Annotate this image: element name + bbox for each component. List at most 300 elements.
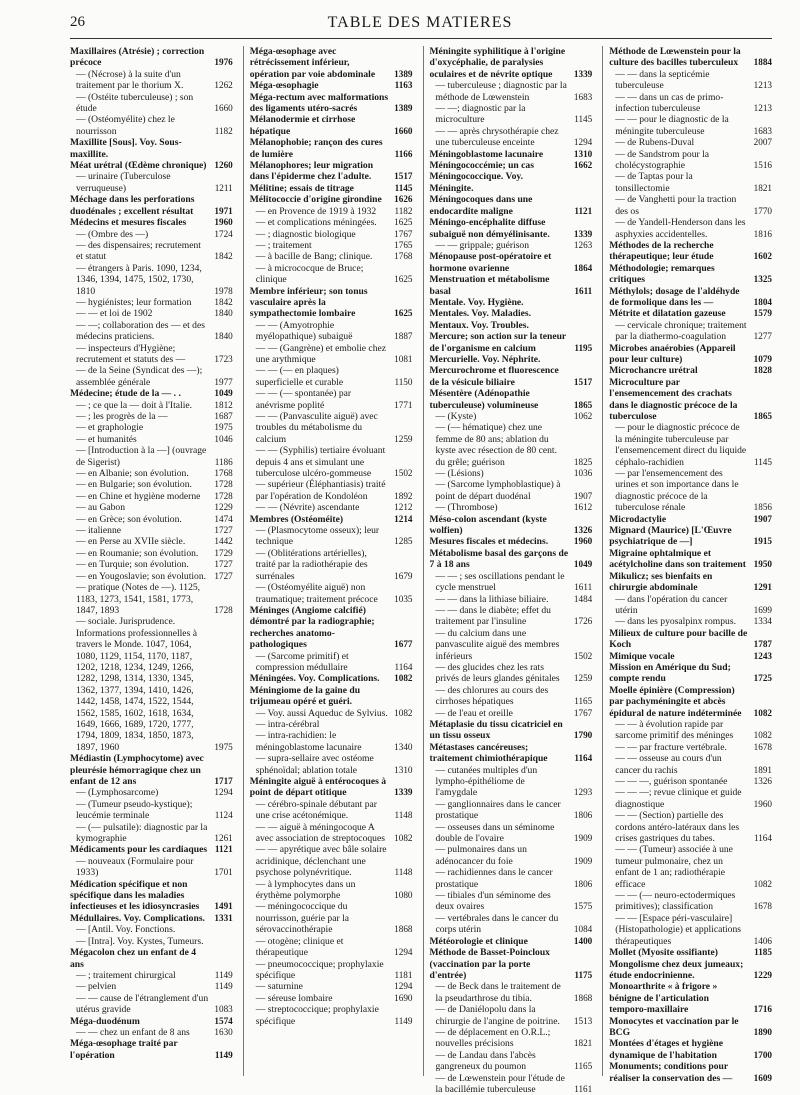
index-entry <box>250 993 413 1004</box>
entry-text: — — (— en plaques) superficielle et curable <box>255 365 344 388</box>
index-entry <box>70 970 233 981</box>
index-entry <box>430 217 593 240</box>
entry-page-number: 1690 <box>394 992 413 1003</box>
entry-page-number: 1842 <box>214 296 233 307</box>
entry-text: — streptococcique; prophylaxie spécifique <box>255 1004 379 1027</box>
index-entry <box>430 388 593 411</box>
entry-page-number: 1081 <box>394 353 413 364</box>
index-entry <box>430 1027 593 1050</box>
entry-page-number: 1082 <box>753 730 772 741</box>
entry-page-number: 1865 <box>753 411 772 421</box>
index-entry <box>250 651 413 674</box>
entry-text: — supérieur (Éléphantiasis) traité par l'opération de Kondoléon <box>255 479 386 502</box>
index-entry <box>70 913 233 924</box>
index-entry <box>609 137 772 148</box>
entry-page-number: 1975 <box>214 741 233 752</box>
entry-page-number: 1049 <box>214 388 233 399</box>
entry-page-number: 1161 <box>574 1083 593 1094</box>
entry-page-number: 1339 <box>573 228 593 239</box>
entry-page-number: 1812 <box>214 399 233 410</box>
entry-text: — (Ostéomyélite aiguë) non traumatique; traitement précoce <box>255 582 378 605</box>
entry-page-number: 1978 <box>214 285 233 296</box>
entry-text: — (Kyste) <box>435 411 477 422</box>
entry-text: — — (Section) partielle des cordons antéro-latéraux dans les crises gastriques du tabes. <box>615 810 740 845</box>
entry-text: — pratique (Notes de —). 1125, 1183, 1273, 1541, 1581, 1773, 1847, 1893 <box>76 582 201 616</box>
entry-page-number: 1285 <box>394 536 413 547</box>
entry-text: Médullaires. Voy. Complications. <box>70 912 205 924</box>
entry-page-number: 1579 <box>753 308 772 319</box>
entry-page-number: 1082 <box>394 673 413 684</box>
entry-page-number: 1517 <box>394 171 413 182</box>
entry-page-number: 1389 <box>394 103 413 114</box>
entry-page-number: 1602 <box>753 251 772 262</box>
index-entry <box>250 365 413 388</box>
entry-page-number: 1770 <box>753 205 772 216</box>
index-column-3 <box>423 46 593 1095</box>
entry-text: Méningococcique. Voy. Méningite. <box>429 171 524 194</box>
entry-text: — en Albanie; son évolution. <box>76 468 189 480</box>
entry-text: Métaplasie du tissu cicatriciel en un tissu osseux <box>429 718 563 742</box>
entry-page-number: 1679 <box>394 570 413 581</box>
entry-page-number: 1611 <box>574 582 593 593</box>
entry-text: Maxillaires (Atrésie) ; correction précoce <box>70 46 205 69</box>
entry-text: — ganglionnaires dans le cancer prostatique <box>435 798 561 822</box>
entry-page-number: 1263 <box>573 239 593 250</box>
entry-page-number: 1389 <box>394 68 413 79</box>
index-entry <box>70 171 233 194</box>
entry-text: — de déplacement en O.R.L.; nouvelles précisions <box>435 1026 551 1050</box>
entry-page-number: 1484 <box>573 593 593 604</box>
entry-page-number: 1626 <box>394 194 413 205</box>
entry-page-number: 1842 <box>214 251 233 262</box>
entry-page-number: 1148 <box>394 810 413 821</box>
entry-text: — du calcium dans une panvasculite aiguë des membres inférieurs <box>435 627 560 662</box>
index-entry <box>70 822 233 845</box>
entry-page-number: 1149 <box>214 969 233 980</box>
entry-text: — de Vanghetti pour la traction des os <box>615 194 737 217</box>
entry-page-number: 1884 <box>753 57 772 68</box>
entry-text: Ménopause post-opératoire et hormone ovarienne <box>429 251 552 274</box>
entry-text: Monuments; conditions pour réaliser la conservation des — <box>609 1061 733 1084</box>
index-entry <box>250 388 413 411</box>
entry-page-number: 1625 <box>394 274 413 285</box>
entry-page-number: 1909 <box>573 855 593 866</box>
entry-page-number: 1915 <box>753 536 772 547</box>
entry-page-number: 1491 <box>214 901 233 912</box>
entry-text: — en Provence de 1919 à 1932 <box>255 205 377 217</box>
index-entry <box>250 959 413 982</box>
entry-text: — de Daniélopolu dans la chirurgie de l'angine de poitrine. <box>435 1004 560 1027</box>
entry-page-number: 1865 <box>573 399 593 410</box>
entry-page-number: 1165 <box>574 696 593 707</box>
entry-text: Mission en Amérique du Sud; compte rendu <box>609 661 731 685</box>
index-entry <box>250 445 413 479</box>
index-entry <box>430 890 593 913</box>
entry-text: — au Gabon <box>76 502 126 514</box>
index-entry <box>70 137 233 160</box>
entry-text: — cérébro-spinale débutant par une crise acétonémique. <box>255 798 377 822</box>
index-entry <box>250 286 413 320</box>
entry-page-number: 1907 <box>753 513 772 524</box>
index-entry <box>609 981 772 1015</box>
entry-page-number: 1767 <box>394 228 413 239</box>
entry-page-number: 1678 <box>753 741 772 752</box>
entry-text: — — dans un cas de primo-infection tuberculeuse <box>615 91 724 115</box>
entry-text: — en Perse au XVIIe siècle. <box>76 536 186 548</box>
entry-text: — en Roumanie; son évolution. <box>76 547 199 559</box>
index-entry <box>70 1027 233 1038</box>
entry-page-number: 1728 <box>214 479 233 490</box>
entry-text: Mesures fiscales et médecins. <box>429 536 549 548</box>
entry-page-number: 1195 <box>574 342 593 353</box>
entry-text: — pneumococcique; prophylaxie spécifique <box>255 958 384 981</box>
entry-page-number: 1683 <box>753 125 772 136</box>
entry-page-number: 1294 <box>394 981 413 992</box>
entry-page-number: 1678 <box>753 901 772 912</box>
index-entry <box>609 776 772 787</box>
entry-text: — —; collaboration des — et des médecins praticiens. <box>76 319 205 343</box>
index-entry <box>70 525 233 536</box>
entry-text: Moelle épinière (Compression) par pachyméningite et abcès épidural de nature indéterminée <box>609 684 742 719</box>
index-entry <box>70 365 233 388</box>
entry-text: Méthodes de la recherche thérapeutique; leur étude <box>609 239 714 263</box>
entry-text: Mentaux. Voy. Troubles. <box>429 319 529 331</box>
entry-text: — urinaire (Tuberculose verruqueuse) <box>76 171 171 194</box>
page-header <box>70 14 770 36</box>
index-entry <box>250 251 413 262</box>
entry-page-number: 1340 <box>394 741 413 752</box>
index-entry <box>250 936 413 959</box>
entry-page-number: 1164 <box>753 833 772 844</box>
entry-text: — — grippale; guérison <box>435 239 530 251</box>
entry-page-number: 1277 <box>753 331 772 342</box>
entry-page-number: 1821 <box>753 182 772 193</box>
entry-page-number: 1517 <box>573 376 593 387</box>
entry-text: — (Nécrose) à la suite d'un traitement par le thorium X. <box>76 68 184 92</box>
entry-text: — intra-cérébral <box>255 718 320 730</box>
entry-page-number: 1310 <box>394 764 413 775</box>
entry-page-number: 1729 <box>214 547 233 558</box>
entry-text: — cervicale chronique; traitement par la diathermo-coagulation <box>615 319 747 343</box>
entry-text: — (Ostéomyélite) chez le nourrisson <box>76 114 175 137</box>
index-entry <box>70 69 233 92</box>
entry-page-number: 1909 <box>573 833 593 844</box>
entry-text: Mimique vocale <box>609 650 675 662</box>
entry-text: Méninges (Angiome calcifié) démontré par la radiographie; recherches anatomo-pathologiques <box>249 604 375 651</box>
entry-text: Méthode de Basset-Poincloux (vaccination par la porte d'entrée) <box>429 947 550 981</box>
entry-text: — ; traitement <box>255 239 312 251</box>
entry-text: — — aiguë à méningocoque A avec association de streptocoques <box>255 821 385 845</box>
entry-text: — de Rubens-Duval <box>615 137 695 149</box>
entry-text: Mollet (Myosite ossifiante) <box>609 947 718 959</box>
entry-text: Métabolisme basal des garçons de 7 à 18 ans <box>429 547 569 571</box>
index-entry <box>609 1016 772 1039</box>
entry-text: Métrite et dilatation gazeuse <box>609 308 726 320</box>
entry-page-number: 1513 <box>573 1015 593 1026</box>
index-entry <box>70 343 233 366</box>
index-column-4 <box>602 46 772 1084</box>
entry-text: Mélanophobie; rançon des cures de lumière <box>249 137 383 160</box>
entry-text: — (Sarcome primitif) et compression médullaire <box>255 650 349 673</box>
entry-page-number: 1726 <box>573 616 593 627</box>
entry-page-number: 1727 <box>214 559 233 570</box>
index-entry <box>250 263 413 286</box>
entry-text: — — pour le diagnostic de la méningite tuberculeuse <box>615 114 729 137</box>
index-entry <box>70 1038 233 1061</box>
index-entry <box>609 171 772 194</box>
entry-page-number: 1612 <box>573 502 593 513</box>
index-entry <box>609 810 772 844</box>
entry-page-number: 1687 <box>214 411 233 421</box>
index-entry <box>430 320 593 331</box>
entry-text: — pulmonaires dans un adénocancer du foie <box>435 844 527 867</box>
index-entry <box>430 80 593 103</box>
index-entry <box>70 856 233 879</box>
index-entry <box>609 742 772 753</box>
entry-text: Maxillite [Sous]. Voy. Sous-maxillite. <box>70 137 182 160</box>
entry-text: — (— hématique) chez une femme de 80 ans; ablation du kyste avec résection de 80 cent. du grêle; guérison <box>435 422 557 468</box>
entry-page-number: 1611 <box>574 285 593 296</box>
entry-page-number: 1186 <box>214 456 233 467</box>
entry-text: — supra-sellaire avec ostéome sphénoïdal; ablation totale <box>255 753 374 776</box>
index-entry <box>250 137 413 160</box>
entry-text: — de Landau dans l'abcès gangreneux du poumon <box>435 1049 536 1073</box>
entry-page-number: 1083 <box>214 1004 233 1015</box>
entry-text: Méningocoques dans une endocardite maligne <box>429 194 533 217</box>
entry-text: Mentales. Voy. Maladies. <box>429 308 532 320</box>
entry-page-number: 1868 <box>573 992 593 1003</box>
entry-page-number: 1165 <box>574 1061 593 1072</box>
index-entry <box>70 753 233 787</box>
entry-page-number: 1229 <box>753 969 772 980</box>
entry-text: — des chlorures au cours des cirrhoses hépatiques <box>435 684 549 708</box>
entry-page-number: 1840 <box>214 331 233 342</box>
index-entry <box>430 1073 593 1095</box>
entry-text: — — (— neuro-ectodermiques primitives); classification <box>615 890 736 913</box>
entry-text: — de la Seine (Syndicat des —); assemblée générale <box>76 365 203 388</box>
entry-text: — ; traitement chirurgical <box>76 969 176 981</box>
entry-text: — inspecteurs d'Hygiène; recrutement et statuts des — <box>76 342 186 365</box>
index-entry <box>70 502 233 513</box>
index-entry <box>430 536 593 547</box>
index-columns <box>70 46 772 1095</box>
entry-page-number: 1046 <box>214 433 233 444</box>
index-entry <box>70 320 233 343</box>
entry-text: Méga-œsophage avec rétrécissement inférieur, opération par voie abdominale <box>249 46 376 80</box>
entry-page-number: 1609 <box>753 1072 772 1083</box>
index-entry <box>609 308 772 319</box>
entry-text: — italienne <box>76 525 122 537</box>
entry-page-number: 1326 <box>753 776 772 786</box>
entry-page-number: 1856 <box>753 502 772 513</box>
index-entry <box>70 536 233 547</box>
entry-page-number: 1828 <box>753 365 772 376</box>
index-entry <box>609 594 772 617</box>
index-entry <box>609 628 772 651</box>
index-entry <box>70 582 233 616</box>
index-entry <box>250 525 413 548</box>
entry-page-number: 1182 <box>214 125 233 136</box>
entry-page-number: 1716 <box>753 1004 772 1015</box>
entry-text: — nouveaux (Formulaire pour 1933) <box>76 855 194 879</box>
index-entry <box>70 924 233 935</box>
index-entry <box>70 308 233 319</box>
index-entry <box>609 114 772 137</box>
entry-page-number: 1868 <box>394 924 413 935</box>
index-entry <box>250 343 413 366</box>
index-entry <box>430 765 593 799</box>
entry-page-number: 1700 <box>753 1049 772 1060</box>
entry-text: Mésentère (Adénopathie tuberculeuse) volumineuse <box>429 388 539 411</box>
index-entry <box>70 114 233 137</box>
entry-text: Méningiome de la gaine du trijumeau opéré et guéri. <box>249 684 361 708</box>
entry-text: — vertébrales dans le cancer du corps utérin <box>435 912 559 936</box>
entry-text: — — [Espace péri-vasculaire] (Histopathologie) et applications thérapeutiques <box>615 912 742 947</box>
entry-page-number: 1575 <box>573 901 593 912</box>
entry-page-number: 1442 <box>214 536 233 547</box>
entry-page-number: 1887 <box>394 331 413 342</box>
entry-page-number: 1294 <box>573 137 593 148</box>
entry-page-number: 1166 <box>394 148 413 159</box>
entry-text: — de Beck dans le traitement de la pseudarthrose du tibia. <box>435 981 561 1004</box>
entry-page-number: 1325 <box>753 274 772 285</box>
index-entry <box>609 1061 772 1084</box>
index-entry <box>70 411 233 422</box>
index-entry <box>250 799 413 822</box>
entry-page-number: 1149 <box>394 1015 413 1026</box>
entry-page-number: 1082 <box>394 707 413 718</box>
index-entry <box>70 947 233 970</box>
entry-page-number: 1574 <box>214 1015 233 1026</box>
entry-page-number: 1630 <box>214 1026 233 1037</box>
entry-page-number: 1243 <box>753 650 772 661</box>
entry-page-number: 1036 <box>573 468 593 479</box>
page-number: 26 <box>70 14 85 30</box>
entry-page-number: 1683 <box>573 91 593 102</box>
index-entry <box>430 468 593 479</box>
index-entry <box>70 297 233 308</box>
index-column-2 <box>243 46 413 1076</box>
entry-page-number: 1145 <box>394 182 413 193</box>
entry-page-number: 1892 <box>394 490 413 501</box>
entry-text: — — —, guérison spontanée <box>615 776 728 787</box>
index-entry <box>70 844 233 855</box>
entry-text: — [Intra]. Voy. Kystes, Tumeurs. <box>76 935 204 947</box>
entry-page-number: 1907 <box>573 490 593 501</box>
index-entry <box>70 879 233 913</box>
index-entry <box>250 160 413 183</box>
entry-text: — — après chrysothérapie chez une tuberculeuse enceinte <box>435 125 559 149</box>
entry-page-number: 1890 <box>753 1026 772 1037</box>
entry-page-number: 1213 <box>753 103 772 114</box>
index-entry <box>609 719 772 742</box>
index-entry <box>70 548 233 559</box>
entry-page-number: 1164 <box>574 753 593 764</box>
entry-text: — — ; ses oscillations pendant le cycle menstruel <box>435 570 565 594</box>
index-entry <box>609 913 772 947</box>
entry-page-number: 1977 <box>214 376 233 387</box>
index-entry <box>250 502 413 513</box>
entry-text: Monocytes et vaccination par le BCG <box>609 1015 739 1038</box>
index-entry <box>609 685 772 719</box>
index-entry <box>609 616 772 627</box>
index-entry <box>70 787 233 798</box>
index-entry <box>70 422 233 433</box>
entry-page-number: 1331 <box>214 912 233 923</box>
entry-page-number: 1291 <box>753 582 772 593</box>
entry-text: — — (— spontanée) par anévrisme poplité <box>255 388 352 411</box>
index-entry <box>250 514 413 525</box>
entry-text: — —; diagnostic par la microculture <box>435 103 526 126</box>
entry-text: Méthode de Lœwenstein pour la culture des bacilles tuberculeux <box>609 46 741 69</box>
index-entry <box>430 605 593 628</box>
entry-page-number: 1821 <box>573 1038 593 1049</box>
entry-text: — (Plasmocytome osseux); leur technique <box>255 525 380 548</box>
index-entry <box>70 160 233 171</box>
index-entry <box>70 993 233 1016</box>
header-rule <box>70 38 772 39</box>
entry-text: — par l'ensemencement des urines et son importance dans le diagnostic précoce de la tuberculose rénale <box>615 468 739 514</box>
entry-text: — (Sarcome lymphoblastique) à point de départ duodénal <box>435 479 561 502</box>
entry-page-number: 1339 <box>573 68 593 79</box>
entry-page-number: 1229 <box>214 502 233 513</box>
entry-text: — et graphologie <box>76 422 144 434</box>
index-entry <box>609 286 772 309</box>
index-entry <box>430 628 593 662</box>
entry-page-number: 1182 <box>394 205 413 216</box>
index-entry <box>250 901 413 935</box>
entry-page-number: 1260 <box>214 160 233 171</box>
entry-text: — sociale. Jurisprudence. Informations professionnelles à travers le Monde. 1047, 1064, 1080, 1129, 1154, 1170, 1187, 1202, 1218, 1234, 1249, 1266, 1282, 1298, 1314, 1330, 1345, 1362, 1377, 1394, 1410, 1426, 1442, 1458, 1474, 1522, 1544, 1562, 1585, 1602, 1618, 1634, 1649, 1666, 1689, 1720, 1777, 1794, 1809, 1834, 1850, 1873, 1897, 1960 <box>76 616 197 753</box>
index-entry <box>609 947 772 958</box>
entry-page-number: 1175 <box>574 969 593 980</box>
entry-text: — des glucides chez les rats privés de leurs glandes génitales <box>435 661 560 685</box>
entry-page-number: 1213 <box>753 80 772 91</box>
index-entry <box>430 422 593 468</box>
index-entry <box>250 479 413 502</box>
entry-text: — et complications méningées. <box>255 217 377 229</box>
entry-text: Microdactylie <box>609 513 667 525</box>
entry-page-number: 1960 <box>753 798 772 809</box>
entry-text: — — dans la lithiase biliaire. <box>435 593 549 605</box>
index-entry <box>70 229 233 240</box>
index-entry <box>250 206 413 217</box>
entry-text: — étrangers à Paris. 1090, 1234, 1346, 1394, 1475, 1502, 1730, 1810 <box>76 262 202 297</box>
entry-text: — (Thrombose) <box>435 502 498 514</box>
entry-page-number: 1771 <box>394 399 413 410</box>
index-entry <box>430 297 593 308</box>
entry-page-number: 1960 <box>573 536 593 547</box>
entry-page-number: 1660 <box>214 103 233 114</box>
entry-page-number: 1149 <box>214 1049 233 1060</box>
entry-text: Médecins et mesures fiscales <box>70 217 187 229</box>
index-entry <box>609 92 772 115</box>
entry-text: Méningoblastome lacunaire <box>429 148 544 160</box>
entry-text: Mentale. Voy. Hygiène. <box>429 296 524 308</box>
index-entry <box>70 217 233 228</box>
entry-page-number: 1699 <box>753 604 772 615</box>
entry-text: Menstruation et métabolisme basal <box>429 274 550 297</box>
entry-page-number: 1084 <box>573 924 593 935</box>
entry-text: — (Ostéite tuberculeuse) ; son étude <box>76 91 194 115</box>
index-entry <box>250 844 413 878</box>
index-entry <box>430 548 593 571</box>
entry-text: — ; diagnostic biologique <box>255 228 356 240</box>
entry-text: Méchage dans les perforations duodénales ; excellent résultat <box>70 194 195 217</box>
index-entry <box>430 742 593 765</box>
index-entry <box>430 365 593 388</box>
index-entry <box>430 149 593 160</box>
